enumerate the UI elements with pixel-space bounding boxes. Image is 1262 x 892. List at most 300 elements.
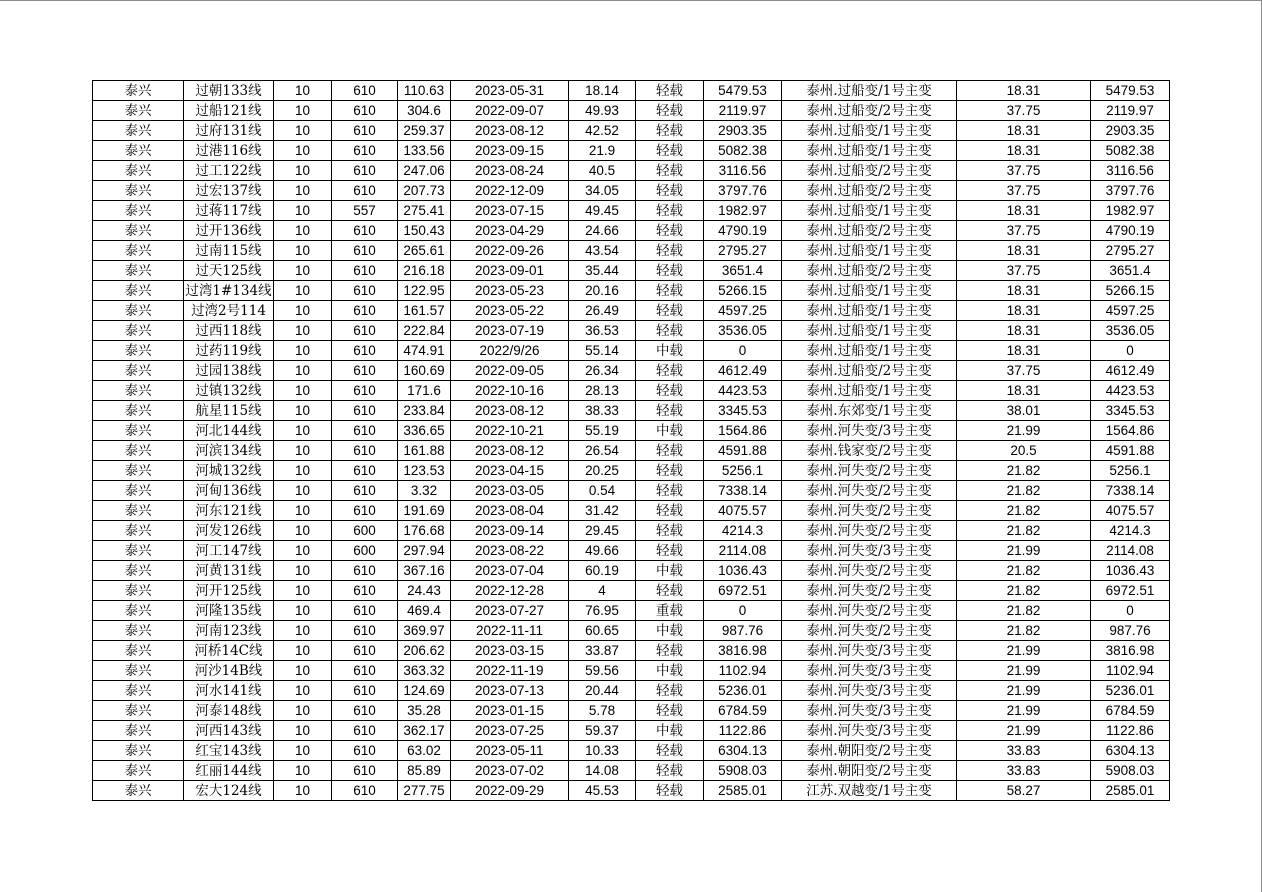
table-row: [93, 721, 1170, 741]
rated-current-cell: 610: [332, 681, 398, 701]
current-cell: 369.97: [398, 621, 451, 641]
capacity-cell: 4597.25: [1091, 301, 1170, 321]
available-capacity-cell: 1564.86: [704, 421, 782, 441]
voltage-cell: 10: [274, 101, 332, 121]
line-name-cell: 过宏137线: [184, 181, 274, 201]
date-cell: 2023-08-12: [451, 121, 569, 141]
load-rate-cell: 60.19: [569, 561, 636, 581]
load-rate-cell: 49.45: [569, 201, 636, 221]
transformer-cell: 泰州.钱家变/2号主变: [782, 441, 957, 461]
table-row: [93, 141, 1170, 161]
rated-current-cell: 610: [332, 601, 398, 621]
voltage-cell: 10: [274, 721, 332, 741]
rated-current-cell: 610: [332, 701, 398, 721]
line-name-cell: 过蒋117线: [184, 201, 274, 221]
load-rate-cell: 26.54: [569, 441, 636, 461]
current-cell: 161.88: [398, 441, 451, 461]
region-cell: 泰兴: [93, 601, 184, 621]
rated-current-cell: 610: [332, 181, 398, 201]
current-cell: 122.95: [398, 281, 451, 301]
transformer-cell: 泰州.过船变/1号主变: [782, 241, 957, 261]
region-cell: 泰兴: [93, 701, 184, 721]
capacity-cell: 6304.13: [1091, 741, 1170, 761]
rated-current-cell: 610: [332, 561, 398, 581]
table-row: [93, 601, 1170, 621]
line-name-cell: 河西143线: [184, 721, 274, 741]
transformer-load-rate-cell: 18.31: [957, 201, 1091, 221]
voltage-cell: 10: [274, 281, 332, 301]
capacity-cell: 3651.4: [1091, 261, 1170, 281]
voltage-cell: 10: [274, 701, 332, 721]
region-cell: 泰兴: [93, 101, 184, 121]
rated-current-cell: 610: [332, 321, 398, 341]
region-cell: 泰兴: [93, 141, 184, 161]
date-cell: 2022-12-28: [451, 581, 569, 601]
load-status-cell: 轻载: [636, 261, 704, 281]
rated-current-cell: 610: [332, 141, 398, 161]
line-name-cell: 红宝143线: [184, 741, 274, 761]
load-status-cell: 轻载: [636, 101, 704, 121]
transformer-load-rate-cell: 37.75: [957, 261, 1091, 281]
transformer-cell: 泰州.朝阳变/2号主变: [782, 761, 957, 781]
available-capacity-cell: 6972.51: [704, 581, 782, 601]
rated-current-cell: 610: [332, 501, 398, 521]
region-cell: 泰兴: [93, 121, 184, 141]
current-cell: 297.94: [398, 541, 451, 561]
load-rate-cell: 28.13: [569, 381, 636, 401]
load-status-cell: 轻载: [636, 401, 704, 421]
current-cell: 207.73: [398, 181, 451, 201]
transformer-cell: 泰州.河失变/2号主变: [782, 521, 957, 541]
load-rate-cell: 60.65: [569, 621, 636, 641]
available-capacity-cell: 987.76: [704, 621, 782, 641]
transformer-cell: 泰州.过船变/1号主变: [782, 381, 957, 401]
date-cell: 2022-09-26: [451, 241, 569, 261]
transformer-load-rate-cell: 33.83: [957, 761, 1091, 781]
line-name-cell: 过西118线: [184, 321, 274, 341]
transformer-cell: 泰州.过船变/1号主变: [782, 201, 957, 221]
transformer-load-rate-cell: 37.75: [957, 221, 1091, 241]
date-cell: 2023-08-22: [451, 541, 569, 561]
load-status-cell: 轻载: [636, 221, 704, 241]
date-cell: 2023-08-04: [451, 501, 569, 521]
rated-current-cell: 610: [332, 481, 398, 501]
region-cell: 泰兴: [93, 761, 184, 781]
current-cell: 171.6: [398, 381, 451, 401]
transformer-load-rate-cell: 21.99: [957, 421, 1091, 441]
transformer-load-rate-cell: 21.99: [957, 681, 1091, 701]
table-row: [93, 681, 1170, 701]
voltage-cell: 10: [274, 461, 332, 481]
load-status-cell: 中载: [636, 661, 704, 681]
table-row: [93, 781, 1170, 801]
transformer-load-rate-cell: 18.31: [957, 341, 1091, 361]
transformer-cell: 泰州.过船变/2号主变: [782, 261, 957, 281]
current-cell: 85.89: [398, 761, 451, 781]
capacity-cell: 3116.56: [1091, 161, 1170, 181]
voltage-cell: 10: [274, 601, 332, 621]
available-capacity-cell: 5266.15: [704, 281, 782, 301]
available-capacity-cell: 3816.98: [704, 641, 782, 661]
date-cell: 2022-09-07: [451, 101, 569, 121]
feeder-load-table: [92, 80, 1170, 801]
region-cell: 泰兴: [93, 321, 184, 341]
voltage-cell: 10: [274, 221, 332, 241]
load-status-cell: 轻载: [636, 441, 704, 461]
capacity-cell: 3816.98: [1091, 641, 1170, 661]
rated-current-cell: 610: [332, 81, 398, 101]
date-cell: 2023-08-24: [451, 161, 569, 181]
date-cell: 2023-08-12: [451, 441, 569, 461]
current-cell: 216.18: [398, 261, 451, 281]
current-cell: 206.62: [398, 641, 451, 661]
transformer-load-rate-cell: 21.82: [957, 481, 1091, 501]
transformer-cell: 泰州.河失变/2号主变: [782, 561, 957, 581]
transformer-load-rate-cell: 21.82: [957, 601, 1091, 621]
rated-current-cell: 610: [332, 741, 398, 761]
transformer-cell: 泰州.过船变/1号主变: [782, 321, 957, 341]
load-status-cell: 重载: [636, 601, 704, 621]
load-rate-cell: 20.44: [569, 681, 636, 701]
available-capacity-cell: 3116.56: [704, 161, 782, 181]
capacity-cell: 2114.08: [1091, 541, 1170, 561]
capacity-cell: 2585.01: [1091, 781, 1170, 801]
available-capacity-cell: 2903.35: [704, 121, 782, 141]
load-status-cell: 轻载: [636, 141, 704, 161]
transformer-cell: 泰州.河失变/2号主变: [782, 601, 957, 621]
voltage-cell: 10: [274, 361, 332, 381]
rated-current-cell: 610: [332, 761, 398, 781]
voltage-cell: 10: [274, 481, 332, 501]
rated-current-cell: 610: [332, 621, 398, 641]
current-cell: 35.28: [398, 701, 451, 721]
load-rate-cell: 18.14: [569, 81, 636, 101]
capacity-cell: 6972.51: [1091, 581, 1170, 601]
date-cell: 2023-08-12: [451, 401, 569, 421]
available-capacity-cell: 5256.1: [704, 461, 782, 481]
line-name-cell: 红丽144线: [184, 761, 274, 781]
current-cell: 233.84: [398, 401, 451, 421]
table-row: [93, 261, 1170, 281]
current-cell: 133.56: [398, 141, 451, 161]
available-capacity-cell: 2795.27: [704, 241, 782, 261]
load-status-cell: 轻载: [636, 641, 704, 661]
table-row: [93, 661, 1170, 681]
voltage-cell: 10: [274, 201, 332, 221]
current-cell: 304.6: [398, 101, 451, 121]
current-cell: 363.32: [398, 661, 451, 681]
current-cell: 63.02: [398, 741, 451, 761]
table-row: [93, 81, 1170, 101]
load-status-cell: 轻载: [636, 301, 704, 321]
table-row: [93, 221, 1170, 241]
transformer-cell: 泰州.河失变/3号主变: [782, 641, 957, 661]
voltage-cell: 10: [274, 261, 332, 281]
capacity-cell: 1036.43: [1091, 561, 1170, 581]
rated-current-cell: 610: [332, 161, 398, 181]
available-capacity-cell: 1102.94: [704, 661, 782, 681]
transformer-load-rate-cell: 18.31: [957, 321, 1091, 341]
voltage-cell: 10: [274, 401, 332, 421]
table-row: [93, 181, 1170, 201]
table-row: [93, 421, 1170, 441]
line-name-cell: 过镇132线: [184, 381, 274, 401]
capacity-cell: 5236.01: [1091, 681, 1170, 701]
rated-current-cell: 610: [332, 421, 398, 441]
load-status-cell: 轻载: [636, 381, 704, 401]
load-status-cell: 轻载: [636, 161, 704, 181]
available-capacity-cell: 5908.03: [704, 761, 782, 781]
load-rate-cell: 31.42: [569, 501, 636, 521]
transformer-load-rate-cell: 21.82: [957, 461, 1091, 481]
current-cell: 259.37: [398, 121, 451, 141]
load-rate-cell: 20.16: [569, 281, 636, 301]
region-cell: 泰兴: [93, 461, 184, 481]
rated-current-cell: 610: [332, 121, 398, 141]
voltage-cell: 10: [274, 661, 332, 681]
date-cell: 2023-07-25: [451, 721, 569, 741]
rated-current-cell: 610: [332, 781, 398, 801]
load-rate-cell: 21.9: [569, 141, 636, 161]
table-row: [93, 121, 1170, 141]
table-row: [93, 361, 1170, 381]
transformer-cell: 泰州.东郊变/1号主变: [782, 401, 957, 421]
date-cell: 2023-01-15: [451, 701, 569, 721]
voltage-cell: 10: [274, 341, 332, 361]
line-name-cell: 河开125线: [184, 581, 274, 601]
date-cell: 2022-11-11: [451, 621, 569, 641]
transformer-load-rate-cell: 37.75: [957, 161, 1091, 181]
line-name-cell: 过船121线: [184, 101, 274, 121]
date-cell: 2022-10-16: [451, 381, 569, 401]
capacity-cell: 6784.59: [1091, 701, 1170, 721]
region-cell: 泰兴: [93, 521, 184, 541]
date-cell: 2023-07-02: [451, 761, 569, 781]
rated-current-cell: 610: [332, 721, 398, 741]
voltage-cell: 10: [274, 561, 332, 581]
transformer-cell: 泰州.河失变/3号主变: [782, 541, 957, 561]
transformer-cell: 泰州.过船变/1号主变: [782, 341, 957, 361]
capacity-cell: 4790.19: [1091, 221, 1170, 241]
available-capacity-cell: 2585.01: [704, 781, 782, 801]
load-rate-cell: 10.33: [569, 741, 636, 761]
table-row: [93, 541, 1170, 561]
date-cell: 2023-07-27: [451, 601, 569, 621]
capacity-cell: 5082.38: [1091, 141, 1170, 161]
current-cell: 3.32: [398, 481, 451, 501]
transformer-cell: 泰州.过船变/2号主变: [782, 221, 957, 241]
load-status-cell: 轻载: [636, 681, 704, 701]
capacity-cell: 4591.88: [1091, 441, 1170, 461]
region-cell: 泰兴: [93, 481, 184, 501]
voltage-cell: 10: [274, 681, 332, 701]
line-name-cell: 过天125线: [184, 261, 274, 281]
transformer-load-rate-cell: 20.5: [957, 441, 1091, 461]
load-rate-cell: 49.93: [569, 101, 636, 121]
voltage-cell: 10: [274, 321, 332, 341]
load-status-cell: 轻载: [636, 81, 704, 101]
table-row: [93, 281, 1170, 301]
available-capacity-cell: 1122.86: [704, 721, 782, 741]
line-name-cell: 河隆135线: [184, 601, 274, 621]
available-capacity-cell: 4790.19: [704, 221, 782, 241]
capacity-cell: 4075.57: [1091, 501, 1170, 521]
available-capacity-cell: 7338.14: [704, 481, 782, 501]
load-status-cell: 轻载: [636, 701, 704, 721]
current-cell: 150.43: [398, 221, 451, 241]
table-row: [93, 581, 1170, 601]
rated-current-cell: 610: [332, 361, 398, 381]
region-cell: 泰兴: [93, 401, 184, 421]
line-name-cell: 过工122线: [184, 161, 274, 181]
load-status-cell: 轻载: [636, 461, 704, 481]
rated-current-cell: 610: [332, 641, 398, 661]
load-rate-cell: 5.78: [569, 701, 636, 721]
transformer-load-rate-cell: 21.99: [957, 541, 1091, 561]
load-status-cell: 轻载: [636, 541, 704, 561]
line-name-cell: 过园138线: [184, 361, 274, 381]
date-cell: 2023-04-15: [451, 461, 569, 481]
capacity-cell: 5256.1: [1091, 461, 1170, 481]
transformer-cell: 江苏.双越变/1号主变: [782, 781, 957, 801]
region-cell: 泰兴: [93, 241, 184, 261]
load-rate-cell: 38.33: [569, 401, 636, 421]
voltage-cell: 10: [274, 161, 332, 181]
date-cell: 2022/9/26: [451, 341, 569, 361]
current-cell: 110.63: [398, 81, 451, 101]
region-cell: 泰兴: [93, 681, 184, 701]
region-cell: 泰兴: [93, 721, 184, 741]
transformer-load-rate-cell: 18.31: [957, 301, 1091, 321]
transformer-load-rate-cell: 18.31: [957, 141, 1091, 161]
transformer-load-rate-cell: 21.82: [957, 521, 1091, 541]
transformer-load-rate-cell: 58.27: [957, 781, 1091, 801]
load-rate-cell: 59.37: [569, 721, 636, 741]
capacity-cell: 3797.76: [1091, 181, 1170, 201]
region-cell: 泰兴: [93, 781, 184, 801]
transformer-load-rate-cell: 18.31: [957, 81, 1091, 101]
page-top-edge: [0, 0, 1262, 1]
capacity-cell: 4612.49: [1091, 361, 1170, 381]
current-cell: 275.41: [398, 201, 451, 221]
rated-current-cell: 610: [332, 581, 398, 601]
load-rate-cell: 40.5: [569, 161, 636, 181]
available-capacity-cell: 3797.76: [704, 181, 782, 201]
available-capacity-cell: 4214.3: [704, 521, 782, 541]
available-capacity-cell: 3536.05: [704, 321, 782, 341]
voltage-cell: 10: [274, 541, 332, 561]
line-name-cell: 过府131线: [184, 121, 274, 141]
available-capacity-cell: 5082.38: [704, 141, 782, 161]
load-status-cell: 轻载: [636, 361, 704, 381]
table-row: [93, 481, 1170, 501]
current-cell: 176.68: [398, 521, 451, 541]
table-row: [93, 741, 1170, 761]
load-rate-cell: 20.25: [569, 461, 636, 481]
load-rate-cell: 55.14: [569, 341, 636, 361]
rated-current-cell: 610: [332, 341, 398, 361]
line-name-cell: 过湾2号114: [184, 301, 274, 321]
capacity-cell: 5479.53: [1091, 81, 1170, 101]
voltage-cell: 10: [274, 501, 332, 521]
line-name-cell: 河东121线: [184, 501, 274, 521]
capacity-cell: 7338.14: [1091, 481, 1170, 501]
transformer-load-rate-cell: 37.75: [957, 361, 1091, 381]
table-row: [93, 321, 1170, 341]
line-name-cell: 河南123线: [184, 621, 274, 641]
line-name-cell: 河工147线: [184, 541, 274, 561]
load-status-cell: 轻载: [636, 761, 704, 781]
available-capacity-cell: 5479.53: [704, 81, 782, 101]
transformer-cell: 泰州.过船变/2号主变: [782, 361, 957, 381]
table-row: [93, 401, 1170, 421]
voltage-cell: 10: [274, 741, 332, 761]
voltage-cell: 10: [274, 421, 332, 441]
available-capacity-cell: 4597.25: [704, 301, 782, 321]
date-cell: 2022-09-29: [451, 781, 569, 801]
voltage-cell: 10: [274, 641, 332, 661]
available-capacity-cell: 2119.97: [704, 101, 782, 121]
load-status-cell: 中载: [636, 421, 704, 441]
capacity-cell: 4423.53: [1091, 381, 1170, 401]
current-cell: 474.91: [398, 341, 451, 361]
transformer-load-rate-cell: 21.82: [957, 561, 1091, 581]
current-cell: 367.16: [398, 561, 451, 581]
date-cell: 2023-09-01: [451, 261, 569, 281]
date-cell: 2023-07-19: [451, 321, 569, 341]
date-cell: 2023-07-04: [451, 561, 569, 581]
current-cell: 469.4: [398, 601, 451, 621]
capacity-cell: 2903.35: [1091, 121, 1170, 141]
rated-current-cell: 610: [332, 461, 398, 481]
voltage-cell: 10: [274, 81, 332, 101]
rated-current-cell: 610: [332, 401, 398, 421]
current-cell: 265.61: [398, 241, 451, 261]
available-capacity-cell: 0: [704, 601, 782, 621]
load-rate-cell: 14.08: [569, 761, 636, 781]
date-cell: 2023-03-15: [451, 641, 569, 661]
region-cell: 泰兴: [93, 361, 184, 381]
date-cell: 2023-04-29: [451, 221, 569, 241]
capacity-cell: 1982.97: [1091, 201, 1170, 221]
table-row: [93, 701, 1170, 721]
available-capacity-cell: 4591.88: [704, 441, 782, 461]
capacity-cell: 3345.53: [1091, 401, 1170, 421]
capacity-cell: 4214.3: [1091, 521, 1170, 541]
region-cell: 泰兴: [93, 81, 184, 101]
date-cell: 2022-11-19: [451, 661, 569, 681]
transformer-cell: 泰州.过船变/2号主变: [782, 181, 957, 201]
region-cell: 泰兴: [93, 621, 184, 641]
rated-current-cell: 610: [332, 241, 398, 261]
date-cell: 2023-05-11: [451, 741, 569, 761]
date-cell: 2023-05-23: [451, 281, 569, 301]
table-row: [93, 441, 1170, 461]
line-name-cell: 过湾1#134线: [185, 282, 272, 299]
available-capacity-cell: 2114.08: [704, 541, 782, 561]
rated-current-cell: 610: [332, 101, 398, 121]
region-cell: 泰兴: [93, 581, 184, 601]
capacity-cell: 5908.03: [1091, 761, 1170, 781]
table-row: [93, 101, 1170, 121]
line-name-cell: 河沙14B线: [184, 661, 274, 681]
rated-current-cell: 610: [332, 221, 398, 241]
load-rate-cell: 76.95: [569, 601, 636, 621]
current-cell: 247.06: [398, 161, 451, 181]
region-cell: 泰兴: [93, 541, 184, 561]
region-cell: 泰兴: [93, 421, 184, 441]
transformer-cell: 泰州.过船变/1号主变: [782, 121, 957, 141]
